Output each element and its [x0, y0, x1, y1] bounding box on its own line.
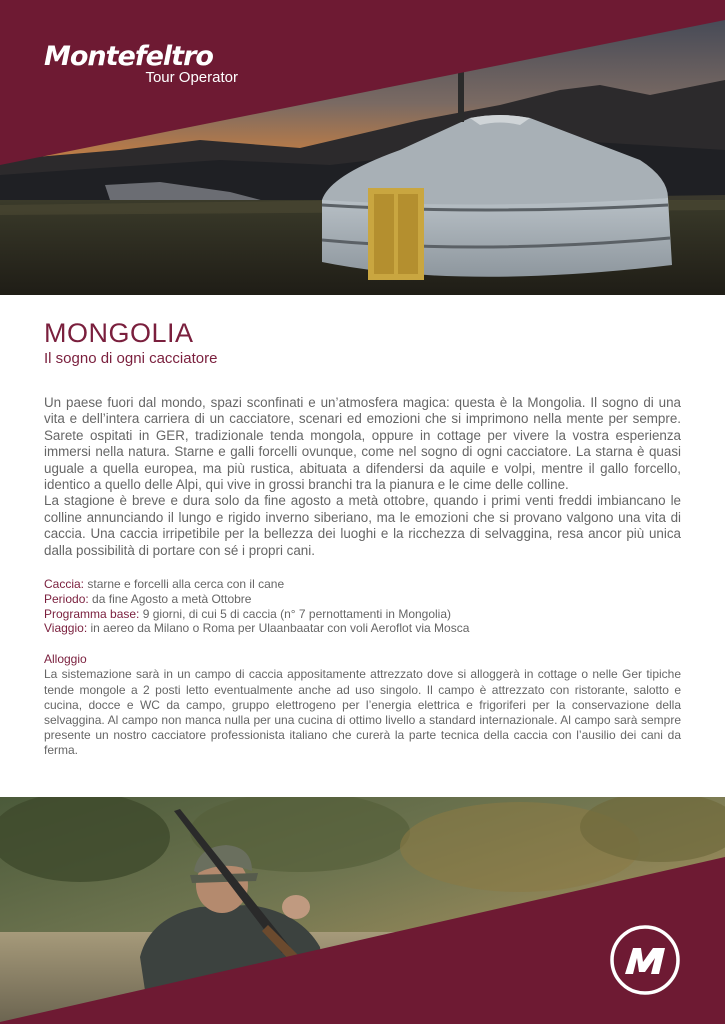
detail-row-viaggio — [44, 621, 681, 636]
brand-logo — [44, 42, 244, 86]
montefeltro-m-circle-icon — [609, 924, 681, 996]
detail-row-caccia — [44, 577, 681, 592]
detail-value: da fine Agosto a metà Ottobre — [92, 591, 252, 606]
footer-banner — [0, 797, 725, 1024]
detail-label: Caccia: — [44, 577, 85, 592]
intro-paragraph: Un paese fuori dal mondo, spazi sconfinati e un’atmosfera magica: questa è la Mongolia. Il sogno di una vita e dell’intera carriera di un cacciatore, scenari ed emozioni che si imprimono nella mente per sempre. Sarete ospitati in GER, tradizionale tenda mongola, oppure in cottage per vivere la vostra esperienza immersi nella natura. Starne e galli forcelli ovunque, come nel sogno di ogni cacciatore. La starna è quasi uguale a quella europea, ma più rustica, abituata a difendersi da aquile e volpi, mentre il gallo forcello, identico a quello delle Alpi, qui vive in grossi branchi tra la pianura e le cime delle colline. — [44, 395, 681, 493]
intro-paragraph: La stagione è breve e dura solo da fine agosto a metà ottobre, quando i primi venti freddi imbiancano le colline annunciando il lungo e rigido inverno siberiano, ma le emozioni che si provano valgono una vita di caccia. Una caccia irripetibile per la bellezza dei luoghi e la ricchezza di selvaggina, resa ancor più unica dalla possibilità di portare con sé i propri cani. — [44, 493, 681, 558]
header-banner — [0, 0, 725, 295]
alloggio-heading: Alloggio — [44, 652, 87, 667]
alloggio-text: La sistemazione sarà in un campo di caccia appositamente attrezzato dove si alloggerà in cottage o nelle Ger tipiche tende mongole a 2 posti letto eventualmente anche ad uso singolo. Il campo è attrezzato con ristorante, salotto e cucina, docce e WC da campo, gruppo elettrogeno per l’energia elettrica e frigoriferi per la conservazione della selvaggina. Al campo non manca nulla per una cucina di ottimo livello a standard internazionale. Al campo sarà sempre presente un nostro cacciatore professionista italiano che curerà la parte tecnica della caccia con l’ausilio dei cani da ferma. — [44, 667, 681, 758]
trip-details — [44, 577, 681, 636]
detail-value: 9 giorni, di cui 5 di caccia (n° 7 pernottamenti in Mongolia) — [142, 606, 452, 621]
detail-label: Viaggio: — [44, 621, 88, 636]
alloggio-section — [44, 652, 681, 758]
brand-subtitle: Tour Operator — [145, 69, 238, 86]
main-content — [44, 318, 681, 759]
detail-value: in aereo da Milano o Roma per Ulaanbaatar con voli Aeroflot via Mosca — [90, 621, 470, 636]
detail-label: Programma base: — [44, 606, 140, 621]
intro-text — [44, 395, 681, 559]
detail-row-periodo — [44, 592, 681, 607]
page-subtitle: Il sogno di ogni cacciatore — [44, 350, 218, 367]
detail-value: starne e forcelli alla cerca con il cane — [87, 577, 285, 592]
page-title: MONGOLIA — [44, 318, 194, 348]
detail-label: Periodo: — [44, 591, 89, 606]
brand-name: Montefeltro — [44, 41, 213, 72]
detail-row-programma — [44, 607, 681, 622]
